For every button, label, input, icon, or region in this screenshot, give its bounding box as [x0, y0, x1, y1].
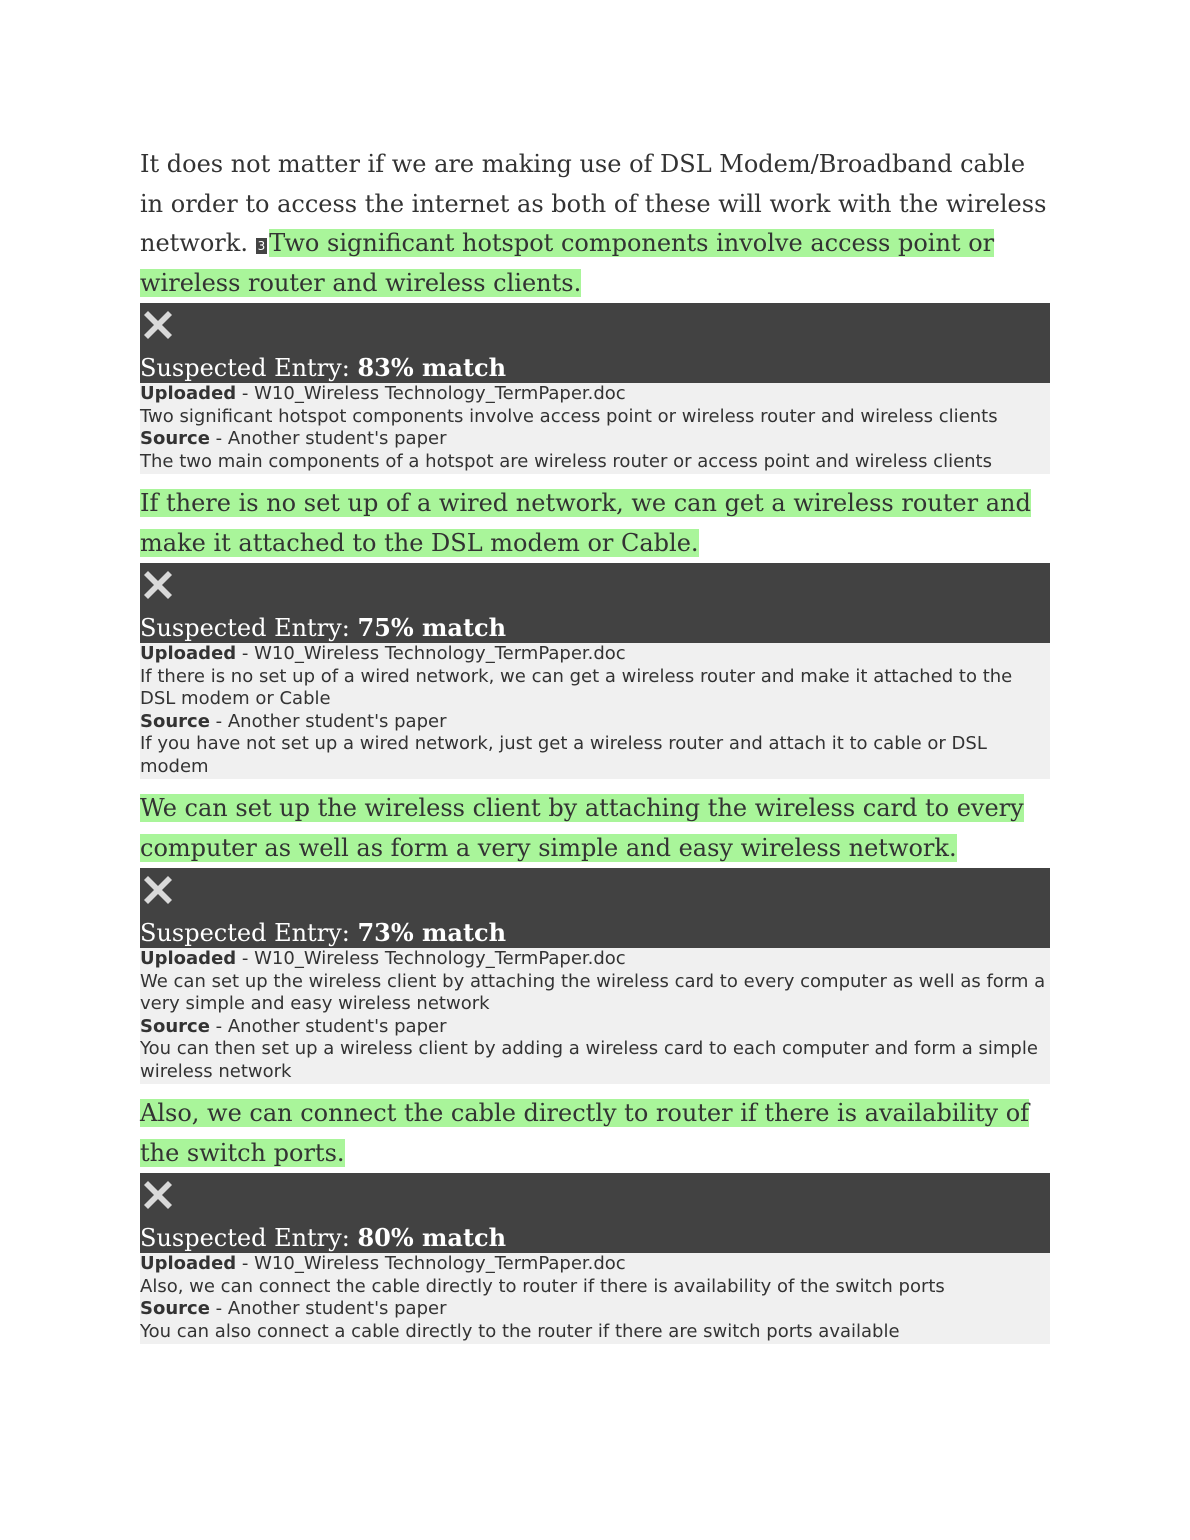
source-excerpt: You can then set up a wireless client by adding a wireless card to each computer and form a simple wireless network: [140, 1038, 1038, 1082]
highlighted-sentence: Also, we can connect the cable directly to router if there is availability of the switch ports.: [140, 1099, 1030, 1167]
uploaded-excerpt: We can set up the wireless client by attaching the wireless card to every computer as well as form a very simple and easy wireless network: [140, 970, 1046, 1014]
match-percent: 75% match: [357, 613, 507, 642]
source-name: Another student's paper: [227, 710, 447, 732]
match-percent: 83% match: [357, 353, 507, 382]
match-title: [140, 918, 506, 948]
match-card-body: [140, 948, 1050, 1084]
match-card-header: [140, 563, 1050, 643]
uploaded-filename: W10_Wireless Technology_TermPaper.doc: [254, 383, 626, 404]
uploaded-filename: W10_Wireless Technology_TermPaper.doc: [254, 643, 626, 664]
paragraph: [140, 1094, 1050, 1173]
close-icon[interactable]: [140, 1177, 176, 1213]
match-card-header: [140, 303, 1050, 383]
uploaded-row: Uploaded - W10_Wireless Technology_TermPaper.doc: [140, 383, 626, 404]
uploaded-label: Uploaded: [140, 948, 237, 969]
source-name: Another student's paper: [227, 1298, 447, 1319]
close-icon[interactable]: [140, 872, 176, 908]
uploaded-excerpt: If there is no set up of a wired network, we can get a wireless router and make it attached to the DSL modem or Cable: [140, 665, 1013, 709]
match-percent: 73% match: [357, 918, 507, 947]
paragraph: [140, 145, 1050, 303]
match-card: [140, 563, 1050, 779]
highlighted-sentence: Two significant hotspot components involve access point or wireless router and wireless clients.: [140, 229, 995, 297]
uploaded-label: Uploaded: [140, 1253, 237, 1274]
paragraph: [140, 484, 1050, 563]
match-card: [140, 1173, 1050, 1344]
match-card-body: [140, 383, 1050, 474]
source-excerpt: The two main components of a hotspot are wireless router or access point and wireless clients: [140, 450, 992, 472]
source-name: Another student's paper: [227, 428, 447, 449]
match-percent: 80% match: [357, 1223, 507, 1252]
match-card: [140, 303, 1050, 474]
document-page: [140, 145, 1050, 1344]
source-row: Source - Another student's paper: [140, 1015, 447, 1037]
highlighted-sentence: If there is no set up of a wired network, we can get a wireless router and make it attached to the DSL modem or Cable.: [140, 489, 1031, 557]
source-excerpt: If you have not set up a wired network, just get a wireless router and attach it to cable or DSL modem: [140, 733, 987, 777]
highlighted-sentence: We can set up the wireless client by attaching the wireless card to every computer as well as form a very simple and easy wireless network.: [140, 794, 1024, 862]
uploaded-label: Uploaded: [140, 383, 237, 404]
uploaded-row: Uploaded - W10_Wireless Technology_TermPaper.doc: [140, 643, 626, 664]
source-excerpt: You can also connect a cable directly to the router if there are switch ports available: [140, 1320, 900, 1342]
uploaded-filename: W10_Wireless Technology_TermPaper.doc: [254, 948, 626, 969]
match-card-body: [140, 643, 1050, 779]
source-label: Source: [140, 1015, 210, 1037]
suspected-label: Suspected Entry:: [140, 354, 358, 382]
match-title: [140, 613, 506, 643]
source-row: Source - Another student's paper: [140, 1298, 447, 1319]
uploaded-excerpt: Also, we can connect the cable directly to router if there is availability of the switch ports: [140, 1275, 945, 1297]
match-title: [140, 1223, 506, 1253]
match-card: [140, 868, 1050, 1084]
uploaded-label: Uploaded: [140, 643, 237, 664]
uploaded-excerpt: Two significant hotspot components involve access point or wireless router and wireless clients: [140, 405, 998, 427]
source-name: Another student's paper: [227, 1015, 447, 1037]
match-card-header: [140, 1173, 1050, 1253]
suspected-label: Suspected Entry:: [140, 1224, 358, 1252]
uploaded-filename: W10_Wireless Technology_TermPaper.doc: [254, 1253, 626, 1274]
uploaded-row: Uploaded - W10_Wireless Technology_TermPaper.doc: [140, 948, 626, 969]
match-card-body: [140, 1253, 1050, 1344]
suspected-label: Suspected Entry:: [140, 919, 358, 947]
close-icon[interactable]: [140, 307, 176, 343]
source-label: Source: [140, 428, 210, 449]
source-row: Source - Another student's paper: [140, 428, 447, 449]
source-label: Source: [140, 710, 210, 732]
match-card-header: [140, 868, 1050, 948]
source-row: Source - Another student's paper: [140, 710, 447, 732]
uploaded-row: Uploaded - W10_Wireless Technology_TermPaper.doc: [140, 1253, 626, 1274]
match-title: [140, 353, 506, 383]
intro-text: It does not matter if we are making use of DSL Modem/Broadband cable in order to access the internet as both of these will work with the wireless network.: [140, 150, 1047, 257]
close-icon[interactable]: [140, 567, 176, 603]
source-label: Source: [140, 1298, 210, 1319]
suspected-label: Suspected Entry:: [140, 614, 358, 642]
paragraph: [140, 789, 1050, 868]
match-number-marker: 3: [257, 239, 266, 253]
